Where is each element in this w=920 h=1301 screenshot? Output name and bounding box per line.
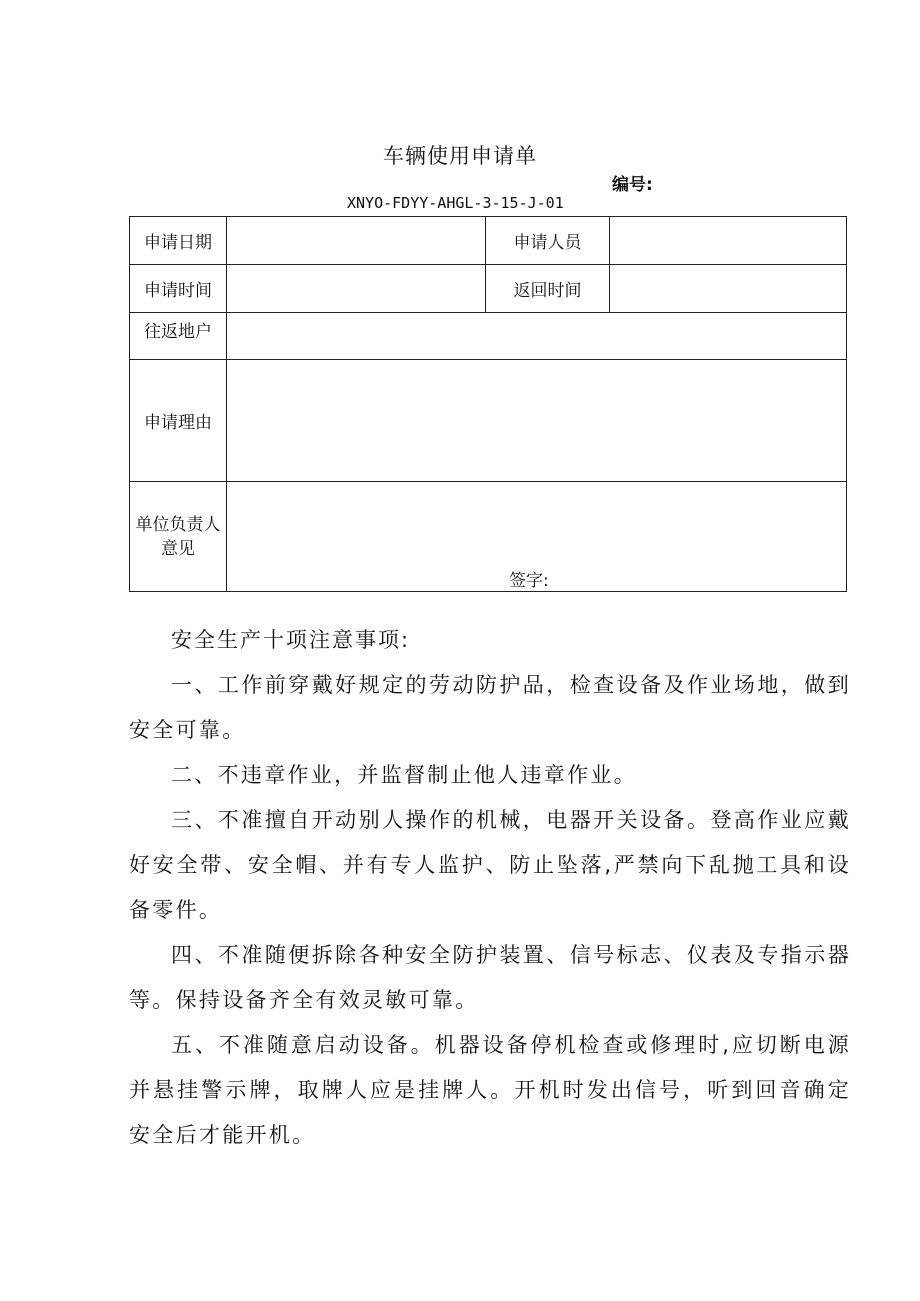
form-row-time bbox=[130, 265, 847, 313]
form-row-destination bbox=[130, 313, 847, 360]
safety-notes bbox=[129, 618, 851, 1158]
signature-label: 签字: bbox=[509, 571, 549, 591]
return-time-label: 返回时间 bbox=[486, 265, 610, 313]
destination-label: 往返地户 bbox=[130, 313, 227, 360]
form-number-label: 编号: bbox=[612, 175, 653, 195]
form-title: 车辆使用申请单 bbox=[383, 144, 537, 168]
safety-notes-heading: 安全生产十项注意事项: bbox=[171, 628, 411, 652]
safety-note-item: 一、工作前穿戴好规定的劳动防护品，检查设备及作业场地，做到安全可靠。 bbox=[129, 673, 851, 742]
application-form-table bbox=[129, 216, 847, 592]
safety-note-item: 五、不准随意启动设备。机器设备停机检查或修理时,应切断电源并悬挂警示牌，取牌人应是挂牌人。开机时发出信号，听到回音确定安全后才能开机。 bbox=[129, 1033, 851, 1147]
reason-label: 申请理由 bbox=[130, 360, 227, 482]
reason-field[interactable] bbox=[227, 360, 847, 482]
apply-date-field[interactable] bbox=[227, 217, 486, 265]
form-code: XNYO-FDYY-AHGL-3-15-J-01 bbox=[347, 194, 564, 212]
safety-note-item: 四、不准随便拆除各种安全防护装置、信号标志、仪表及专指示器等。保持设备齐全有效灵敏可靠。 bbox=[129, 943, 851, 1012]
apply-time-label: 申请时间 bbox=[130, 265, 227, 313]
form-row-reason bbox=[130, 360, 847, 482]
applicant-label: 申请人员 bbox=[486, 217, 610, 265]
safety-note-item: 二、不违章作业，并监督制止他人违章作业。 bbox=[171, 763, 637, 787]
opinion-label-line1: 单位负责人 bbox=[135, 514, 221, 535]
apply-time-field[interactable] bbox=[227, 265, 486, 313]
opinion-label-line2: 意见 bbox=[161, 538, 195, 559]
return-time-field[interactable] bbox=[610, 265, 847, 313]
apply-date-label: 申请日期 bbox=[130, 217, 227, 265]
opinion-field[interactable] bbox=[227, 482, 847, 592]
form-row-opinion bbox=[130, 482, 847, 592]
opinion-label bbox=[130, 482, 227, 592]
form-row-date bbox=[130, 217, 847, 265]
applicant-field[interactable] bbox=[610, 217, 847, 265]
destination-field[interactable] bbox=[227, 313, 847, 360]
safety-note-item: 三、不准擅自开动别人操作的机械，电器开关设备。登高作业应戴好安全带、安全帽、并有专人监护、防止坠落,严禁向下乱抛工具和设备零件。 bbox=[129, 808, 851, 922]
